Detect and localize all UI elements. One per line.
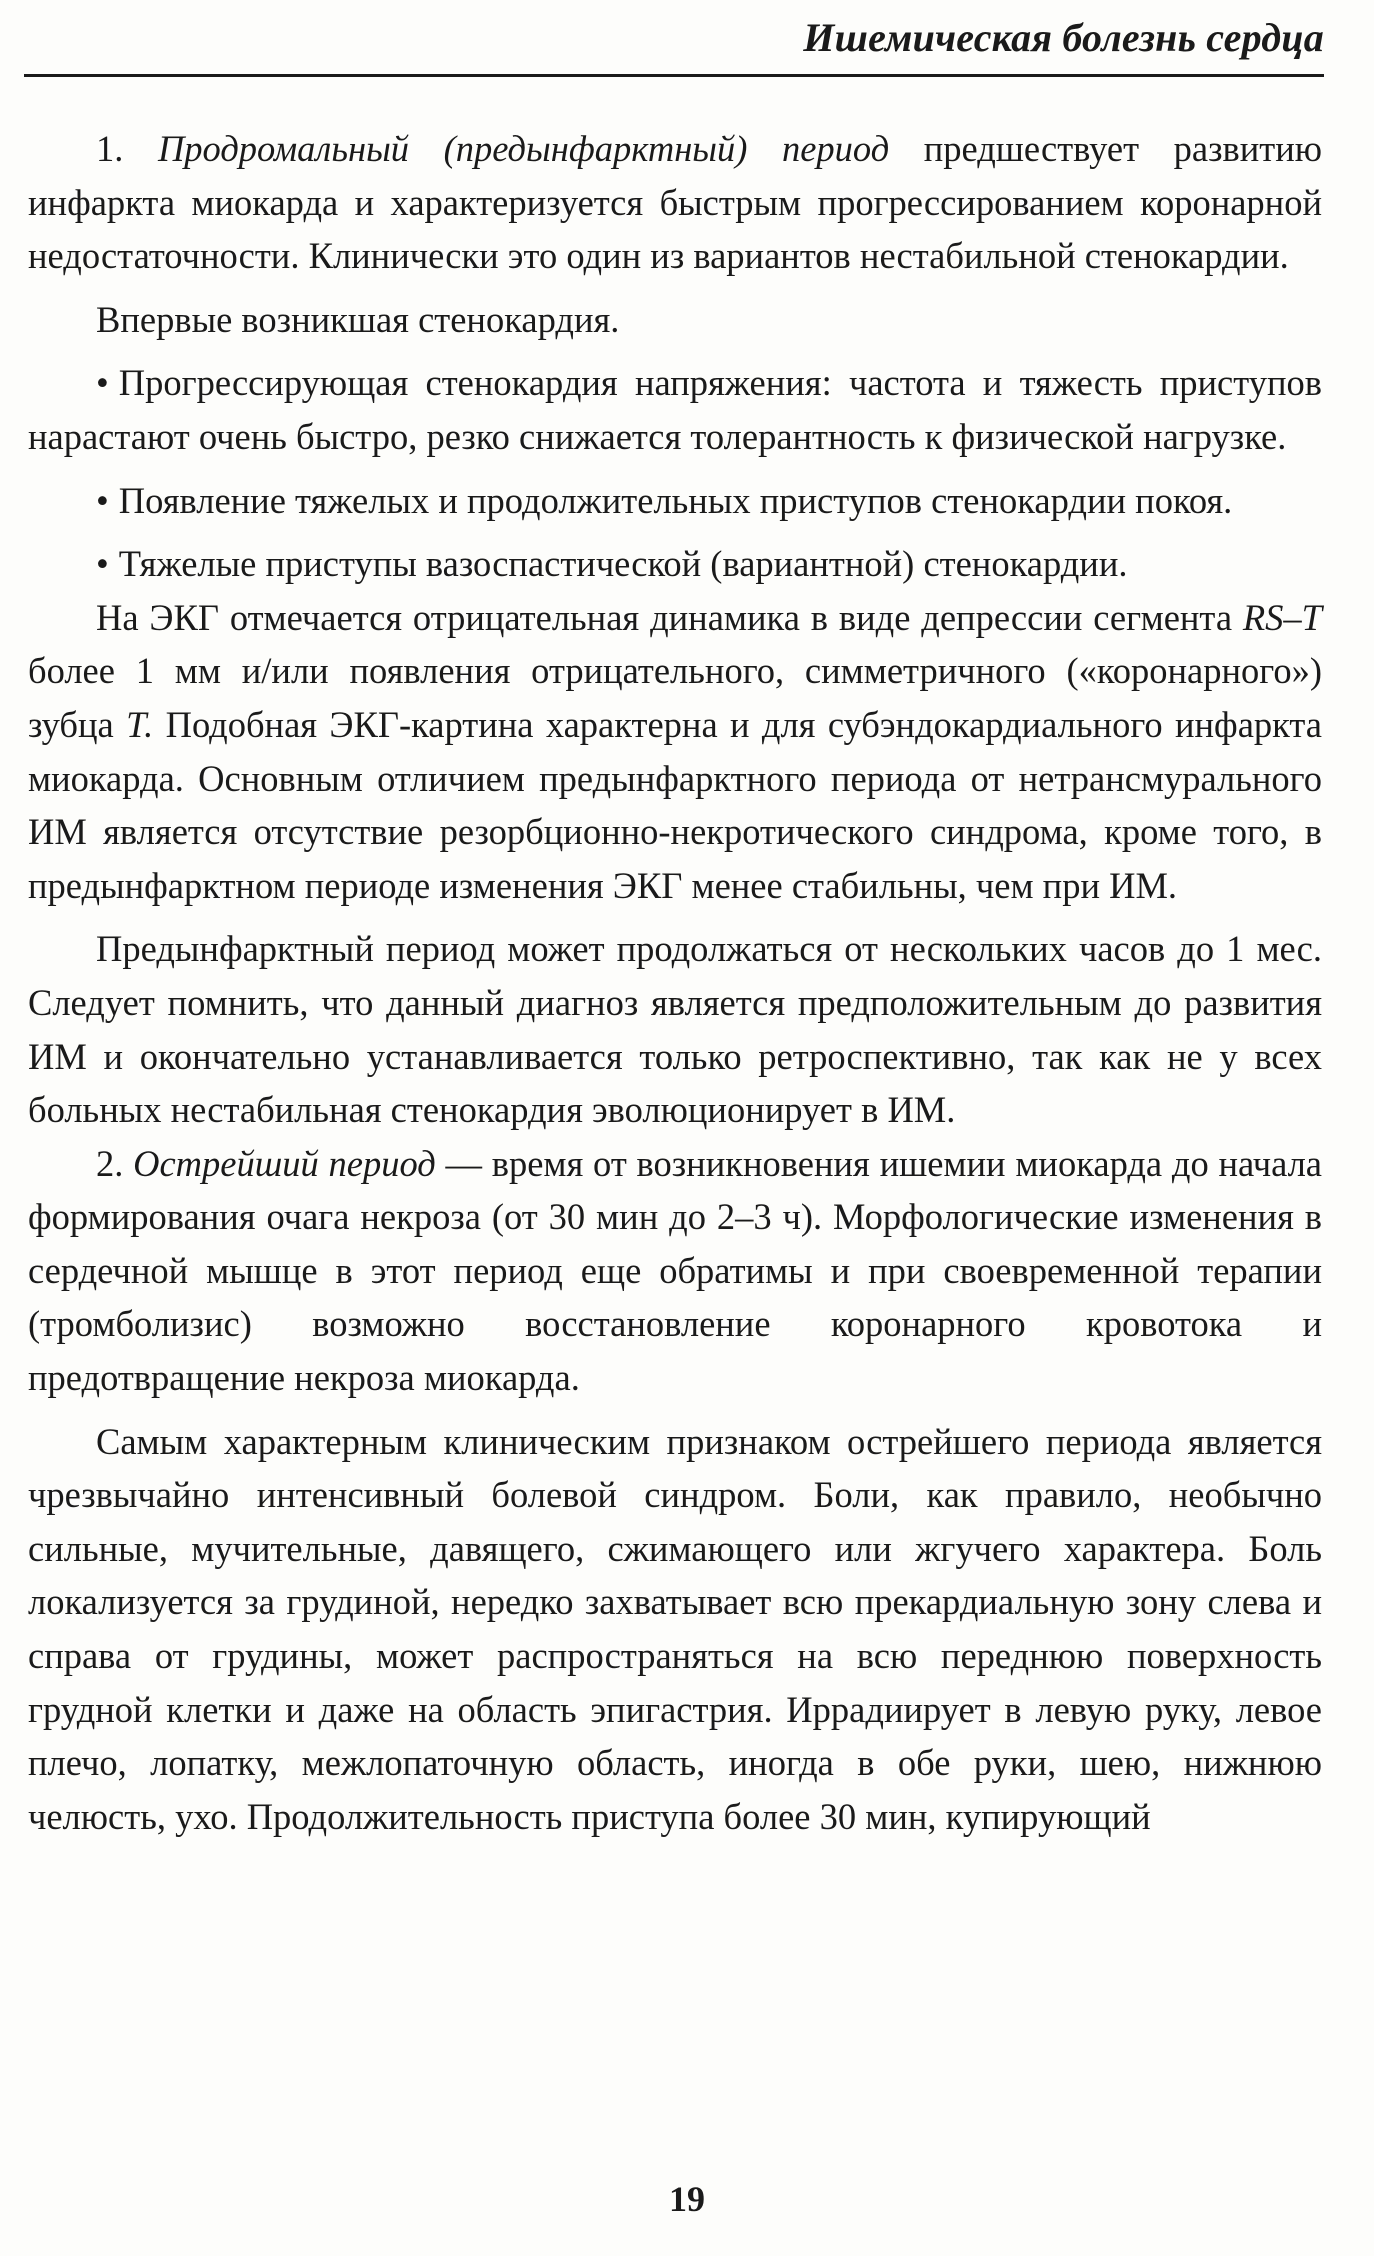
bullet-item — [28, 537, 1322, 591]
bullet-icon: • — [96, 479, 109, 521]
bullet-text: Появление тяжелых и продолжительных приступов стенокардии покоя. — [118, 479, 1233, 521]
page-number: 19 — [669, 2179, 705, 2219]
bullet-text: Тяжелые приступы вазоспастической (вариантной) стенокардии. — [118, 543, 1128, 585]
paragraph-number: 1. — [96, 128, 124, 169]
paragraph-number: 2. — [96, 1142, 124, 1184]
bullet-icon: • — [96, 362, 109, 404]
paragraph-text: предшествует развитию инфаркта миокарда и характеризуется быстрым прогрессированием коронарной недостаточности. Клинически это один из вариантов нестабильной стенокардии. — [28, 128, 1323, 277]
term-acute-period: Острейший период — [133, 1142, 436, 1184]
term-t-wave: Т. — [126, 703, 154, 745]
paragraph-text: Самым характерным клиническим признаком острейшего периода является чрезвычайно интенсивный болевой синдром. Боли, как правило, необычно сильные, мучительные, давящего, сжимающего или жгучего характера. Боль локализуется за грудиной, нередко захватывает всю прекардиальную зону слева и справа от грудины, может распространяться на всю переднюю поверхность грудной клетки и даже на область эпигастрия. Иррадиирует в левую руку, левое плечо, лопатку, межлопаточную область, иногда в обе руки, шею, нижнюю челюсть, ухо. Продолжительность приступа более 30 мин, купирующий — [28, 1420, 1322, 1837]
bullet-icon: • — [96, 543, 109, 585]
paragraph-duration — [28, 922, 1322, 1136]
paragraph-acute-period — [28, 1137, 1322, 1405]
paragraph-text: На ЭКГ отмечается отрицательная динамика в виде депрессии сегмента — [96, 596, 1233, 638]
paragraph-first-angina — [28, 293, 1322, 347]
term-prodromal-period: Продромальный (предынфарктный) период — [157, 128, 890, 169]
paragraph-prodromal-period — [28, 122, 1322, 283]
chapter-title: Ишемическая болезнь сердца — [803, 15, 1324, 60]
paragraph-text: — время от возникновения ишемии миокарда до начала формирования очага некроза (от 30 мин до 2–3 ч). Морфологические изменения в сердечной мышце в этот период еще обратимы и при своевременной терапии (тромболизис) возможно восстановление коронарного кровотока и предотвращение некроза миокарда. — [28, 1142, 1323, 1399]
paragraph-text: Впервые возникшая стенокардия. — [96, 298, 620, 340]
paragraph-text: Подобная ЭКГ-картина характерна и для субэндокардиального инфаркта миокарда. Основным отличием предынфарктного периода от нетрансмурального ИМ является отсутствие резорбционно-некротического синдрома, кроме того, в предынфарктном периоде изменения ЭКГ менее стабильны, чем при ИМ. — [28, 703, 1323, 906]
paragraph-ecg — [28, 591, 1322, 913]
bullet-item — [28, 474, 1322, 528]
paragraph-text: Предынфарктный период может продолжаться от нескольких часов до 1 мес. Следует помнить, что данный диагноз является предположительным до развития ИМ и окончательно устанавливается только ретроспективно, так как не у всех больных нестабильная стенокардия эволюционирует в ИМ. — [28, 928, 1322, 1131]
term-rs-t: RS–T — [1242, 596, 1322, 638]
body-text — [28, 122, 1322, 1843]
running-header — [24, 12, 1324, 77]
bullet-text: Прогрессирующая стенокардия напряжения: частота и тяжесть приступов нарастают очень быстро, резко снижается толерантность к физической нагрузке. — [28, 362, 1322, 457]
bullet-item — [28, 356, 1322, 463]
paragraph-pain-syndrome — [28, 1415, 1322, 1844]
paragraph-text: более 1 мм и/или появления отрицательного, симметричного («коронарного») зубца — [28, 650, 1322, 745]
